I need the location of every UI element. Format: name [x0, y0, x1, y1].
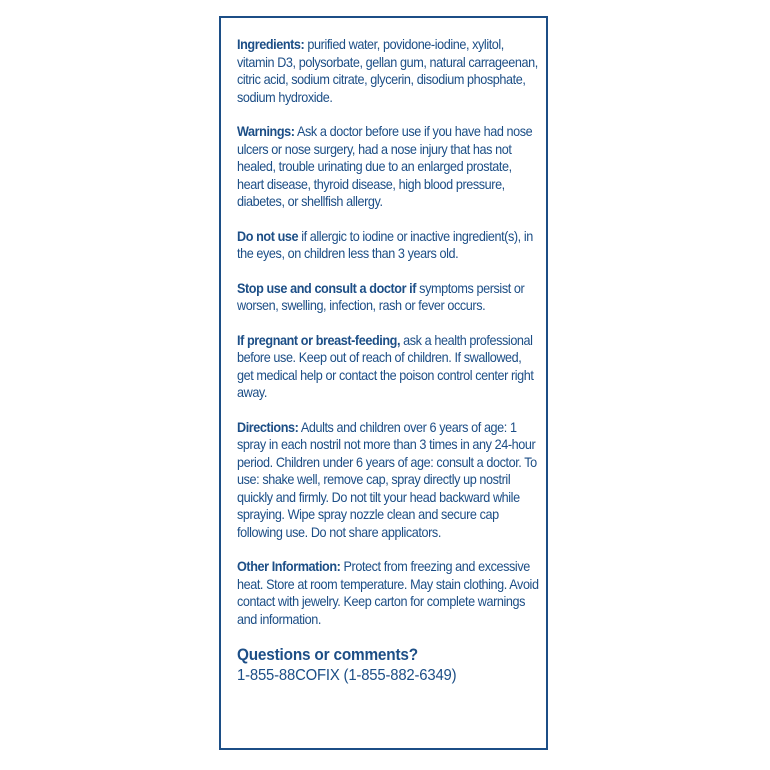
pregnant-heading: If pregnant or breast-feeding, — [237, 332, 401, 348]
warnings-section — [237, 123, 539, 211]
stop-use-section — [237, 280, 539, 315]
drug-facts-panel — [219, 16, 548, 750]
other-information-section — [237, 558, 539, 628]
ingredients-section — [237, 36, 539, 106]
directions-section — [237, 419, 539, 542]
stop-use-text: symptoms persist or worsen, swelling, infection, rash or fever occurs. — [237, 280, 525, 313]
label-content — [237, 36, 539, 687]
do-not-use-text: if allergic to iodine or inactive ingredient(s), in the eyes, on children less than 3 years old. — [237, 228, 533, 261]
ingredients-heading: Ingredients: — [237, 37, 305, 52]
ingredients-text: purified water, povidone-iodine, xylitol, vitamin D3, polysorbate, gellan gum, natural carrageenan, citric acid, sodium citrate, glycerin, disodium phosphate, sodium hydroxide. — [237, 37, 538, 105]
pregnant-section — [237, 332, 539, 402]
phone-number: 1-855-88COFIX (1-855-882-6349) — [237, 667, 457, 684]
do-not-use-section — [237, 228, 539, 263]
warnings-heading: Warnings: — [237, 124, 295, 139]
pregnant-text: ask a health professional before use. Keep out of reach of children. If swallowed, get medical help or contact the poison control center right away. — [237, 332, 534, 400]
warnings-text: Ask a doctor before use if you have had nose ulcers or nose surgery, had a nose injury that has not healed, trouble urinating due to an enlarged prostate, heart disease, thyroid disease, high blood pressure, diabetes, or shellfish allergy. — [237, 124, 533, 209]
stop-use-heading: Stop use and consult a doctor if — [237, 280, 417, 296]
directions-text: Adults and children over 6 years of age: 1 spray in each nostril not more than 3 times in any 24-hour period. Children under 6 years of age: consult a doctor. To use: shake well, remove cap, spray directly up nostril quickly and firmly. Do not tilt your head backward while spraying. Wipe spray nozzle clean and secure cap following use. Do not share applicators. — [237, 419, 537, 540]
other-information-text: Protect from freezing and excessive heat. Store at room temperature. May stain clothing. Avoid contact with jewelry. Keep carton for complete warnings and information. — [237, 559, 539, 627]
other-information-heading: Other Information: — [237, 559, 341, 574]
do-not-use-heading: Do not use — [237, 228, 299, 244]
directions-heading: Directions: — [237, 419, 299, 435]
questions-title: Questions or comments? — [237, 646, 418, 664]
